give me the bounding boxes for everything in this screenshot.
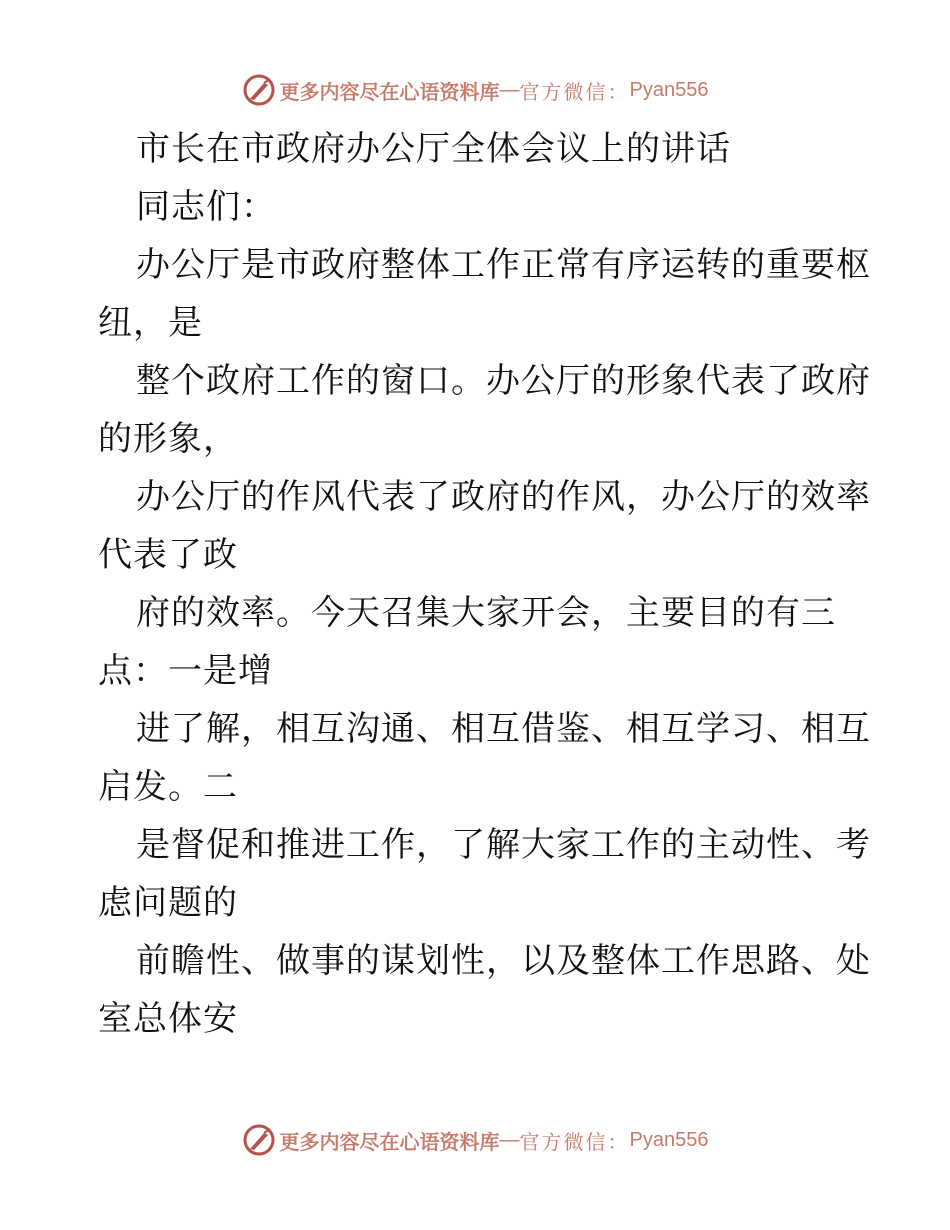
text-line: 整个政府工作的窗口。办公厅的形象代表了政府: [136, 361, 871, 401]
feather-pen-logo-icon: [242, 1123, 276, 1157]
text-line: 是督促和推进工作，了解大家工作的主动性、考: [136, 825, 871, 865]
text-line: 启发。二: [98, 767, 238, 807]
footer-watermark: [0, 1120, 950, 1160]
text-line: 府的效率。今天召集大家开会，主要目的有三: [136, 593, 836, 633]
text-line: 代表了政: [98, 535, 238, 575]
watermark-wechat-id: Pyan556: [629, 1128, 709, 1151]
document-title: 市长在市政府办公厅全体会议上的讲话: [136, 129, 731, 169]
text-line: 进了解，相互沟通、相互借鉴、相互学习、相互: [136, 709, 871, 749]
text-line: 前瞻性、做事的谋划性，以及整体工作思路、处: [136, 941, 871, 981]
salutation: 同志们：: [136, 187, 276, 227]
watermark-dash: —: [499, 78, 520, 101]
header-watermark: [0, 70, 950, 110]
document-body: [98, 120, 871, 1048]
text-line: 的形象，: [98, 419, 238, 459]
watermark-dash: —: [499, 1128, 520, 1151]
watermark-wechat-label: 官方微信：: [519, 1129, 630, 1154]
text-line: 办公厅是市政府整体工作正常有序运转的重要枢: [136, 245, 871, 285]
text-line: 点：一是增: [98, 651, 273, 691]
text-line: 室总体安: [98, 999, 238, 1039]
text-line: 办公厅的作风代表了政府的作风，办公厅的效率: [136, 477, 871, 517]
watermark-site-text: 更多内容尽在心语资料库: [279, 1129, 500, 1154]
feather-pen-logo-icon: [242, 73, 276, 107]
watermark-wechat-label: 官方微信：: [519, 79, 630, 104]
text-line: 虑问题的: [98, 883, 238, 923]
watermark-wechat-id: Pyan556: [629, 78, 709, 101]
watermark-site-text: 更多内容尽在心语资料库: [279, 79, 500, 104]
text-line: 纽，是: [98, 303, 203, 343]
